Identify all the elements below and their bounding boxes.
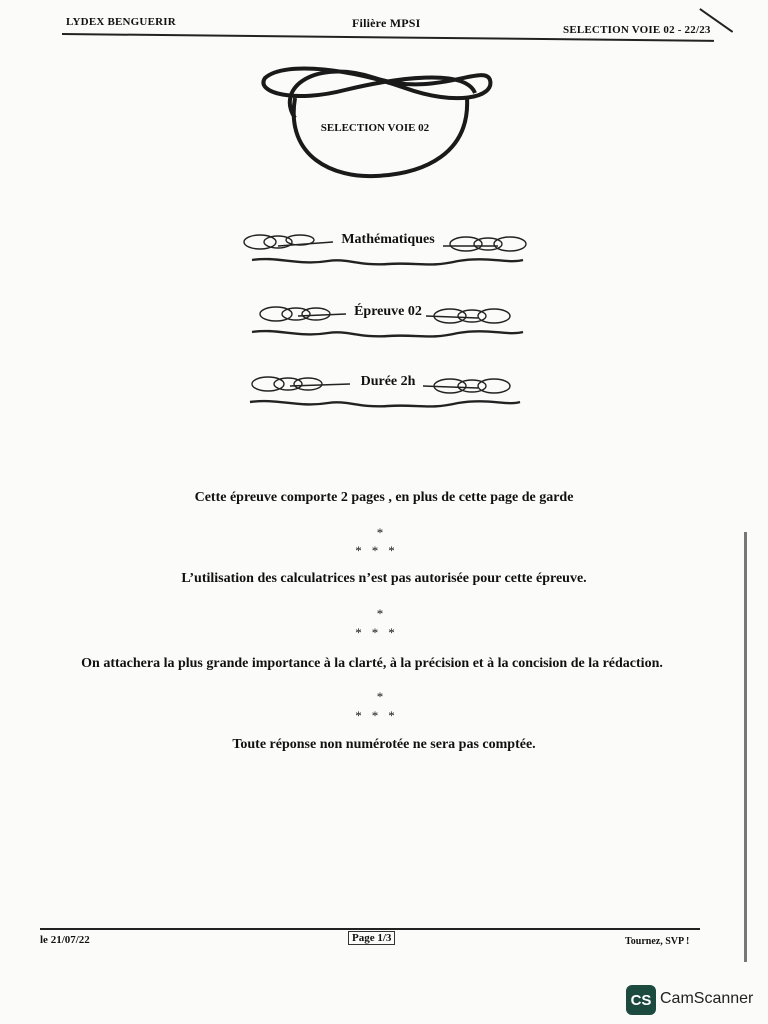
scan-edge-shadow bbox=[744, 532, 747, 962]
footer-date: le 21/07/22 bbox=[40, 934, 90, 946]
instruction-pages: Cette épreuve comporte 2 pages , en plus de cette page de garde bbox=[194, 490, 574, 505]
logo-caption: SELECTION VOIE 02 bbox=[320, 122, 430, 134]
subject-title: Mathématiques bbox=[341, 232, 435, 247]
exam-duration: Durée 2h bbox=[360, 374, 416, 389]
instruction-calculators: L’utilisation des calculatrices n’est pas autorisée pour cette épreuve. bbox=[181, 571, 587, 586]
selection-label: SELECTION VOIE 02 - 22/23 bbox=[563, 24, 711, 36]
exam-number: Épreuve 02 bbox=[354, 304, 422, 319]
instruction-numbering: Toute réponse non numérotée ne sera pas comptée. bbox=[232, 737, 536, 752]
exam-banner bbox=[238, 300, 538, 350]
footer-turn-page: Tournez, SVP ! bbox=[625, 936, 690, 947]
ornamental-logo bbox=[255, 58, 495, 183]
school-name: LYDEX BENGUERIR bbox=[66, 16, 176, 28]
camscanner-watermark: CamScanner bbox=[660, 990, 754, 1007]
subject-banner bbox=[238, 228, 538, 278]
separator-star-triple: *** bbox=[355, 543, 405, 558]
separator-star-single: * bbox=[376, 606, 384, 621]
separator-star-triple: *** bbox=[355, 708, 405, 723]
instruction-importance: On attachera la plus grande importance à la clarté, à la précision et à la concision de la rédaction. bbox=[81, 656, 663, 671]
separator-star-single: * bbox=[376, 689, 384, 704]
footer-page-number: Page 1/3 bbox=[348, 931, 395, 945]
separator-star-single: * bbox=[376, 525, 384, 540]
footer-divider bbox=[40, 928, 700, 930]
separator-star-triple: *** bbox=[355, 625, 405, 640]
camscanner-logo-icon: CS bbox=[626, 985, 656, 1015]
program-name: Filière MPSI bbox=[352, 16, 421, 30]
duration-banner bbox=[238, 370, 538, 420]
